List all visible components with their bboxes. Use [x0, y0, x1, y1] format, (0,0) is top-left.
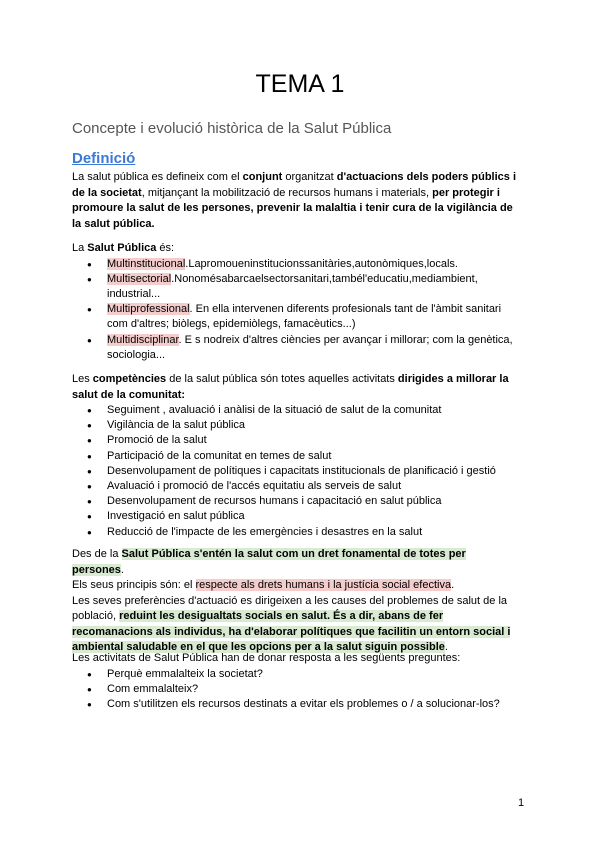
list-item: ● Reducció de l'impacte de les emergències i desastres en la salut: [107, 525, 520, 540]
list-item: ● Investigació en salut pública: [107, 509, 520, 524]
questions-section: [72, 651, 520, 712]
section-heading-definicio: Definició: [72, 150, 136, 167]
page-subtitle: Concepte i evolució històrica de la Salut Pública: [72, 120, 392, 137]
principles-section: [72, 547, 520, 656]
list-item: ● Desenvolupament de polítiques i capacitats institucionals de planificació i gestió: [107, 464, 520, 479]
list-item: ● Participació de la comunitat en temes de salut: [107, 449, 520, 464]
list-item: ● Seguiment , avaluació i anàlisi de la situació de salut de la comunitat: [107, 403, 520, 418]
competencies-intro: Les competències de la salut pública són totes aquelles activitats dirigides a millorar la salut de la comunitat:: [72, 373, 509, 401]
salut-publica-list: [72, 257, 520, 363]
competencies-section: [72, 372, 520, 540]
list-item: ● Promoció de la salut: [107, 433, 520, 448]
principles-line-3: Les seves preferències d'actuació es dirigeixen a les causes del problemes de salut de la població, reduint les desigualtats socials en salut. És a dir, abans de fer recomanacions als individus, ha d'elaborar polítiques que facilitin un entorn social i ambiental saludable en el que les opcions per a la salut siguin possible.: [72, 594, 511, 653]
list-item: ● Multinstitucional.Lapromoueninstitucionssanitàries,autonòmiques,locals.: [107, 257, 520, 272]
principles-line-1: Des de la Salut Pública s'entén la salut com un dret fonamental de totes per persones.: [72, 548, 466, 576]
list-item: ● Multisectorial.Nonomésabarcaelsectorsanitari,tambél'educatiu,mediambient, industrial...: [107, 272, 520, 302]
principles-line-2: Els seus principis són: el respecte als drets humans i la justícia social efectiva.: [72, 579, 455, 591]
page-number: 1: [518, 797, 525, 809]
list-item: ● Desenvolupament de recursos humans i capacitació en salut pública: [107, 494, 520, 509]
list-item: ● Com s'utilitzen els recursos destinats a evitar els problemes o / a solucionar-los?: [107, 697, 520, 712]
salut-publica-intro: La Salut Pública és:: [72, 242, 175, 254]
list-item: ● Perquè emmalalteix la societat?: [107, 667, 520, 682]
competencies-list: [72, 403, 520, 540]
list-item: ● Com emmalalteix?: [107, 682, 520, 697]
list-item: ● Multiprofessional. En ella intervenen diferents profesionals tant de l'àmbit sanitari com d'altres; biòlegs, epidemiòlegs, famacèutics...): [107, 302, 520, 332]
definition-paragraph: La salut pública es defineix com el conjunt organitzat d'actuacions dels poders públics i de la societat, mitjançant la mobilització de recursos humans i materials, per protegir i promoure la salut de les persones, prevenir la malaltia i tenir cura de la vigilància de la salut pública.: [72, 171, 517, 230]
salut-publica-section: [72, 241, 520, 363]
list-item: ● Vigilància de la salut pública: [107, 418, 520, 433]
questions-intro: Les activitats de Salut Pública han de donar resposta a les següents preguntes:: [72, 652, 461, 664]
list-item: ● Avaluació i promoció de l'accés equitatiu als serveis de salut: [107, 479, 520, 494]
list-item: ● Multidisciplinar. E s nodreix d'altres ciències per avançar i millorar; com la genètica, sociologia...: [107, 333, 520, 363]
page-title: TEMA 1: [255, 70, 345, 98]
questions-list: [72, 667, 520, 713]
